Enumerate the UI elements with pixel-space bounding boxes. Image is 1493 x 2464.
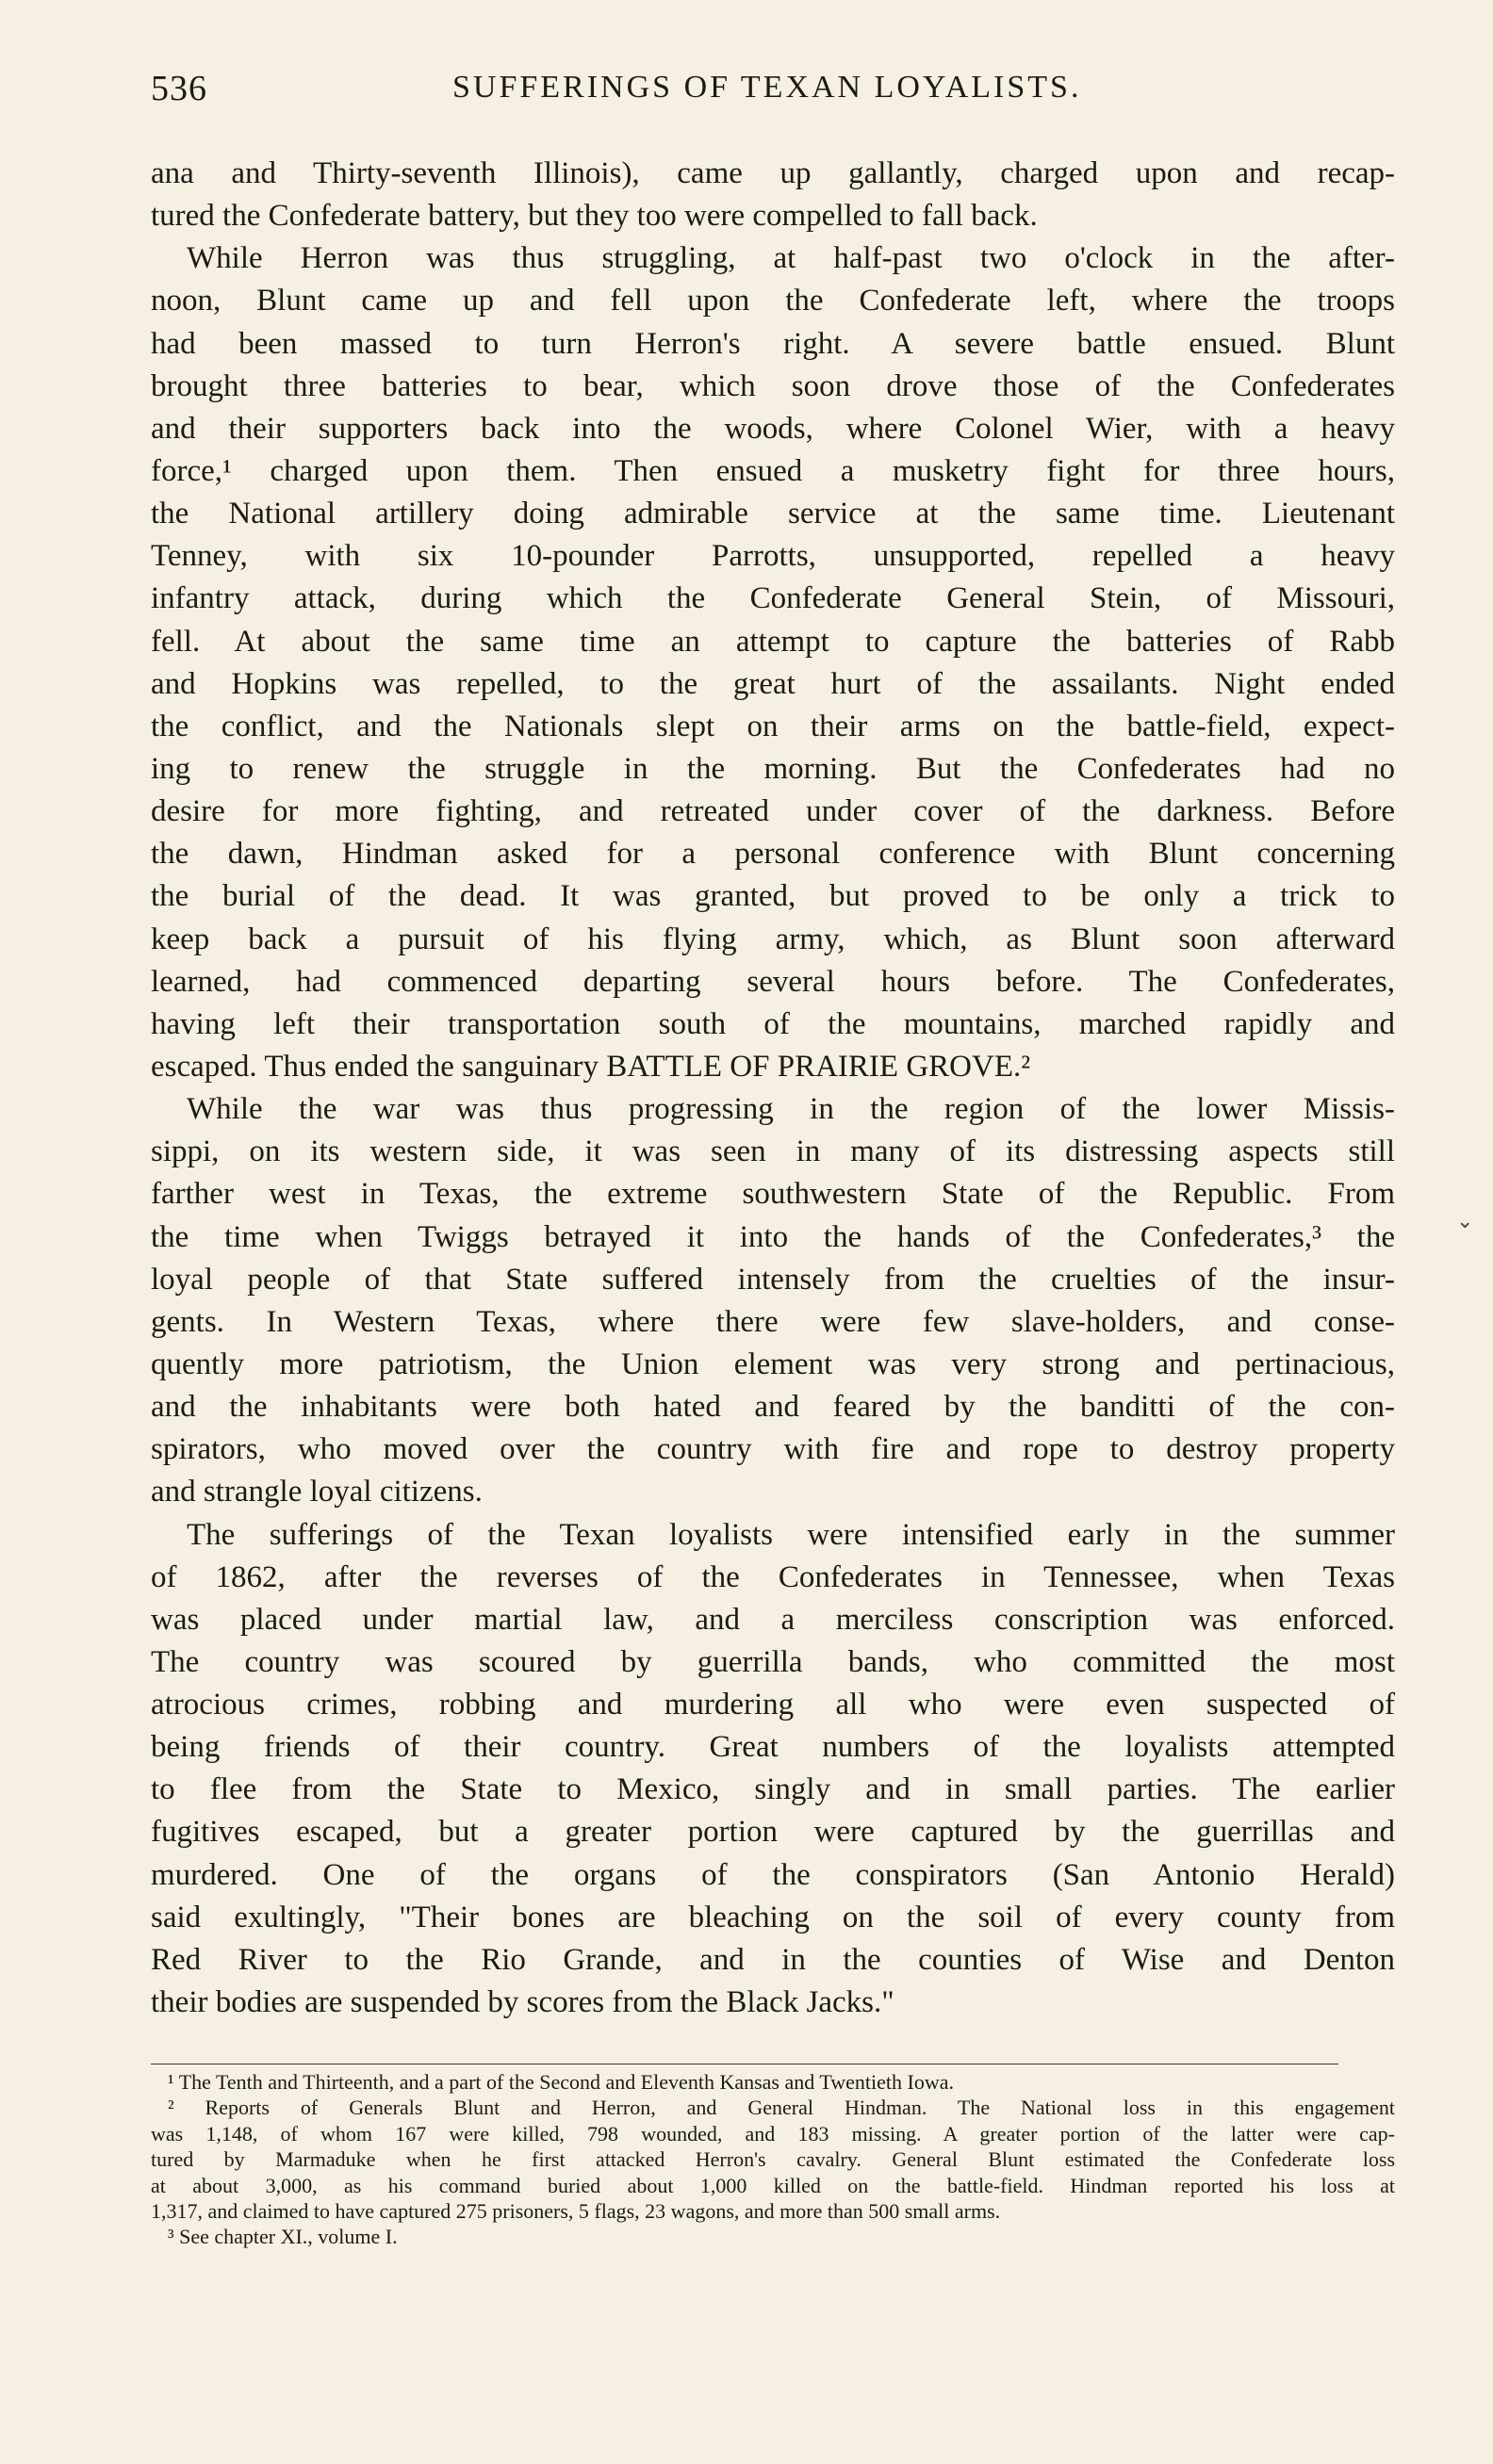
text-line: escaped. Thus ended the sanguinary BATTLE OF PRAIRIE GROVE.²: [151, 1049, 1031, 1084]
text-line: the dawn, Hindman asked for a personal conference with Blunt concerning: [151, 837, 1395, 872]
text-line: and the inhabitants were both hated and feared by the banditti of the con-: [151, 1390, 1395, 1425]
text-line: was placed under martial law, and a merciless conscription was enforced.: [151, 1602, 1395, 1637]
text-line: had been massed to turn Herron's right. A severe battle ensued. Blunt: [151, 326, 1395, 361]
text-line: sippi, on its western side, it was seen in many of its distressing aspects still: [151, 1134, 1395, 1169]
text-line: having left their transportation south of the mountains, marched rapidly and: [151, 1006, 1395, 1041]
page-number: 536: [151, 69, 207, 108]
text-line: spirators, who moved over the country with fire and rope to destroy property: [151, 1432, 1395, 1467]
margin-mark: ⌄: [1456, 1209, 1474, 1232]
footnote-line: ¹ The Tenth and Thirteenth, and a part of the Second and Eleventh Kansas and Twentieth Iowa.: [168, 2070, 954, 2094]
text-line: the burial of the dead. It was granted, but proved to be only a trick to: [151, 879, 1395, 914]
text-line: the conflict, and the Nationals slept on their arms on the battle-field, expect-: [151, 709, 1395, 743]
text-line: their bodies are suspended by scores from the Black Jacks.": [151, 1985, 894, 2020]
running-head: SUFFERINGS OF TEXAN LOYALISTS.: [452, 70, 1082, 105]
text-line: brought three batteries to bear, which soon drove those of the Confederates: [151, 368, 1395, 403]
text-line: The country was scoured by guerrilla bands, who committed the most: [151, 1644, 1395, 1679]
text-line: infantry attack, during which the Confederate General Stein, of Missouri,: [151, 581, 1395, 616]
text-line: the National artillery doing admirable service at the same time. Lieutenant: [151, 497, 1395, 531]
text-line: fugitives escaped, but a greater portion were captured by the guerrillas and: [151, 1815, 1395, 1850]
text-line: The sufferings of the Texan loyalists were intensified early in the summer: [187, 1517, 1395, 1552]
text-line: Red River to the Rio Grande, and in the counties of Wise and Denton: [151, 1942, 1395, 1977]
text-line: desire for more fighting, and retreated under cover of the darkness. Before: [151, 794, 1395, 829]
text-line: atrocious crimes, robbing and murdering all who were even suspected of: [151, 1688, 1395, 1722]
text-line: to flee from the State to Mexico, singly and in small parties. The earlier: [151, 1772, 1395, 1807]
text-line: loyal people of that State suffered intensely from the cruelties of the insur-: [151, 1262, 1395, 1297]
footnote-line: 1,317, and claimed to have captured 275 prisoners, 5 flags, 23 wagons, and more than 500 small arms.: [151, 2198, 1001, 2223]
text-line: Tenney, with six 10-pounder Parrotts, unsupported, repelled a heavy: [151, 539, 1395, 574]
text-line: and their supporters back into the woods, where Colonel Wier, with a heavy: [151, 411, 1395, 446]
text-line: murdered. One of the organs of the conspirators (San Antonio Herald): [151, 1857, 1395, 1892]
text-line: the time when Twiggs betrayed it into the hands of the Confederates,³ the: [151, 1219, 1395, 1254]
text-line: ana and Thirty-seventh Illinois), came up gallantly, charged upon and recap-: [151, 156, 1395, 190]
text-line: and strangle loyal citizens.: [151, 1475, 483, 1509]
footnote-line: at about 3,000, as his command buried about 1,000 killed on the battle-field. Hindman reported his loss at: [151, 2173, 1395, 2197]
text-line: gents. In Western Texas, where there were few slave-holders, and conse-: [151, 1304, 1395, 1339]
text-line: keep back a pursuit of his flying army, which, as Blunt soon afterward: [151, 922, 1395, 956]
text-line: being friends of their country. Great numbers of the loyalists attempted: [151, 1730, 1395, 1765]
text-line: and Hopkins was repelled, to the great hurt of the assailants. Night ended: [151, 666, 1395, 701]
text-line: noon, Blunt came up and fell upon the Confederate left, where the troops: [151, 284, 1395, 318]
footnote-line: ³ See chapter XI., volume I.: [168, 2225, 398, 2249]
text-line: While Herron was thus struggling, at half-past two o'clock in the after-: [187, 241, 1395, 276]
text-line: While the war was thus progressing in the region of the lower Missis-: [187, 1092, 1395, 1127]
text-line: fell. At about the same time an attempt to capture the batteries of Rabb: [151, 624, 1395, 659]
text-line: learned, had commenced departing several hours before. The Confederates,: [151, 964, 1395, 999]
footnote-line: tured by Marmaduke when he first attacked Herron's cavalry. General Blunt estimated the Confederate loss: [151, 2147, 1395, 2172]
footnote-line: ² Reports of Generals Blunt and Herron, and General Hindman. The National loss in this engagement: [168, 2096, 1395, 2120]
page-header: [151, 68, 1395, 124]
text-line: ing to renew the struggle in the morning. But the Confederates had no: [151, 751, 1395, 786]
text-line: said exultingly, "Their bones are bleaching on the soil of every county from: [151, 1900, 1395, 1934]
footnotes: [151, 2069, 1395, 2250]
text-line: of 1862, after the reverses of the Confederates in Tennessee, when Texas: [151, 1559, 1395, 1594]
text-line: quently more patriotism, the Union element was very strong and pertinacious,: [151, 1346, 1395, 1381]
footnote-line: was 1,148, of whom 167 were killed, 798 wounded, and 183 missing. A greater portion of the latter were cap-: [151, 2121, 1395, 2146]
body-text: [151, 153, 1395, 2024]
text-line: tured the Confederate battery, but they too were compelled to fall back.: [151, 199, 1038, 234]
text-line: force,¹ charged upon them. Then ensued a musketry fight for three hours,: [151, 453, 1395, 488]
text-line: farther west in Texas, the extreme southwestern State of the Republic. From: [151, 1177, 1395, 1212]
